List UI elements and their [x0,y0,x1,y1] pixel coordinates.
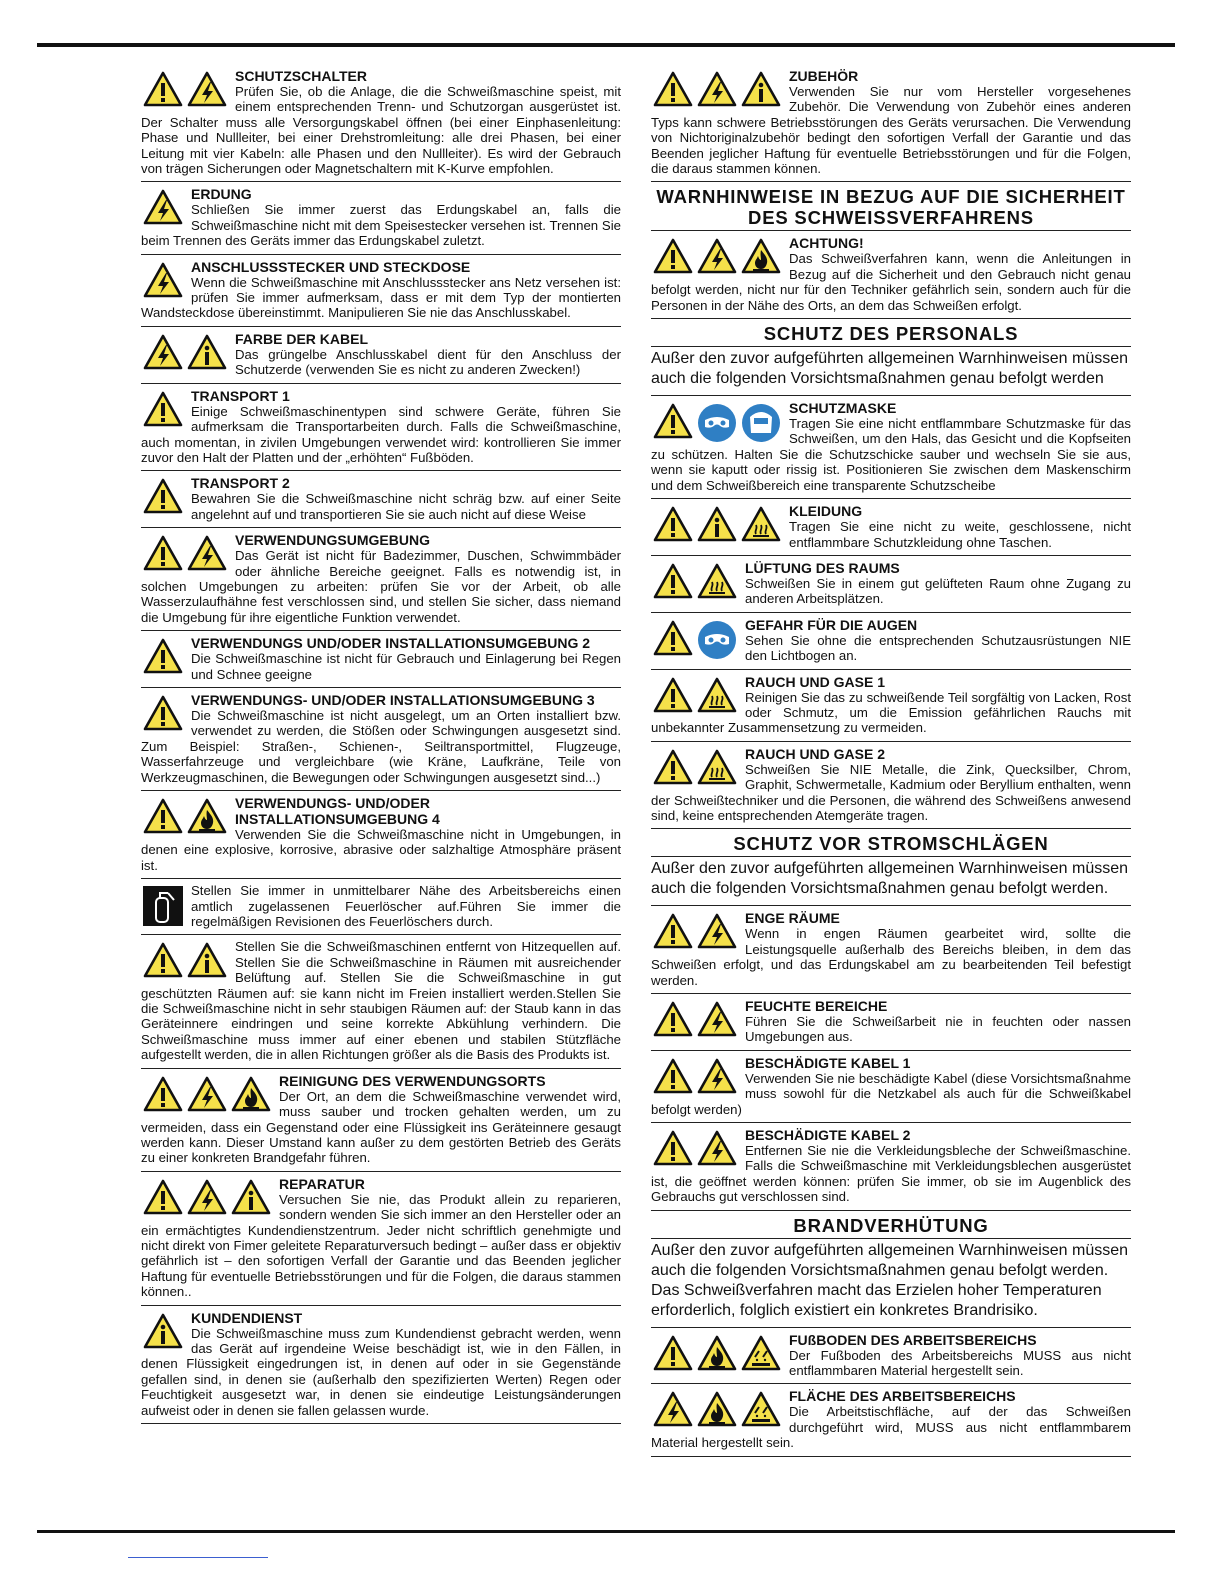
fire-icon [187,798,227,834]
warning-section [141,327,621,384]
warning-section [651,613,1131,670]
icon-group [653,563,737,599]
warning-section [651,231,1131,319]
section-heading: SCHUTZ DES PERSONALS [651,319,1131,347]
warning-section [651,742,1131,830]
warning-icon [143,478,183,514]
section-title: ZUBEHÖR [789,68,859,84]
section-body: Stellen Sie immer in unmittelbarer Nähe des Arbeitsbereichs einen amtlich zugelassenen Feuerlöscher auf.Führen Sie immer die regelmäßigen Revisionen des Feuerlöschers durch. [191,883,621,930]
icon-group [653,1391,781,1427]
section-title: ENGE RÄUME [745,910,840,927]
icon-group [143,71,227,107]
warning-icon [143,71,183,107]
section-body: Das Gerät ist nicht für Badezimmer, Duschen, Schwimmbäder oder ähnliche Bereiche geeignet. Falls es notwendig ist, in solchen Umgebungen zu arbeiten: prüfen Sie vor der Arbeit, ob alle Wasserzulaufhähne fest verschlossen sind, und stellen Sie sicher, dass niemand die Umgebung für ihre eigentliche Funktion verwendet. [141,548,621,625]
warning-icon [143,535,183,571]
electric-hazard-icon [187,535,227,571]
warning-icon [653,71,693,107]
icon-group [653,749,737,785]
section-title: GEFAHR FÜR DIE AUGEN [745,616,918,633]
icon-group [653,1001,737,1037]
warning-icon [653,238,693,274]
electric-hazard-icon [697,1130,737,1166]
goggles-icon [697,620,737,660]
icon-group [143,1179,271,1215]
section-body: Prüfen Sie, ob die Anlage, die die Schweißmaschine speist, mit einem entsprechenden Trenn- und Schutzorgan ausgerüstet ist. Der Schalter muss alle Versorgungskabel öffnen (bei einer Einphasenleitung: Phase und Nullleiter, bei einer Drehstromleitung: alle drei Phasen, bei einer Leitung mit vier Kabeln: alle Phasen und den Nullleiter). Es wird der Gebrauch von trägen Sicherungen oder Magnetschaltern mit K-Kurve empfohlen. [141,84,621,177]
warning-section [651,906,1131,994]
section-title: KLEIDUNG [789,503,863,520]
icon-group [653,1058,737,1094]
bottom-rule [37,1530,1175,1533]
warning-icon [143,638,183,674]
icon-group [143,334,227,370]
info-icon [143,1313,183,1349]
section-title: BESCHÄDIGTE KABEL 2 [745,1127,911,1144]
section-body: Entfernen Sie nie die Verkleidungsbleche der Schweißmaschine. Falls die Schweißmaschine mit Verkleidungsblechen ausgerüstet ist, die geöffnet werden können: prüfen Sie immer, ob sie im Augenblick des Gebrauchs gut verschlossen sind. [651,1143,1131,1205]
warning-section [651,1328,1131,1385]
section-body: Die Schweißmaschine muss zum Kundendienst gebracht werden, wenn das Gerät auf irgendeine Weise beschädigt ist, wie in den Fällen, in denen Flüssigkeit eingedrungen ist, in denen auf oder in sie Gegenstände gefallen sind, in denen sie (außerhalb den spezifizierten Werten) Regen oder Feuchtigkeit ausgesetzt war, in denen sie eindeutige Leistungsänderungen aufweist oder in denen sie fallen gelassen wurde. [141,1325,621,1418]
section-title: FLÄCHE DES ARBEITSBEREICHS [789,1388,1016,1405]
warning-section [651,670,1131,742]
section-title: SCHUTZMASKE [789,400,897,417]
warning-icon [653,620,693,660]
warning-section [141,631,621,688]
section-intro: Außer den zuvor aufgeführten allgemeinen Warnhinweisen müssen auch die folgenden Vorsichtsmaßnahmen genau befolgt werden [651,347,1131,396]
icon-group [143,942,227,978]
info-icon [187,942,227,978]
warning-icon [653,677,693,713]
warning-section [651,396,1131,499]
fire-extinguisher-icon [143,886,183,926]
heat-icon [697,563,737,599]
warning-section [651,1051,1131,1123]
section-heading: SCHUTZ VOR STROMSCHLÄGEN [651,829,1131,857]
icon-group [143,798,227,834]
warning-icon [653,1058,693,1094]
section-title: VERWENDUNGS UND/ODER INSTALLATIONSUMGEBUNG 2 [191,635,591,652]
icon-group [143,391,183,427]
warning-icon [653,1130,693,1166]
info-icon [231,1179,271,1215]
right-column [651,64,1131,1457]
section-title: FARBE DER KABEL [235,330,369,347]
section-title: RAUCH UND GASE 2 [745,745,886,762]
warning-section [141,384,621,472]
section-body: Schweißen Sie NIE Metalle, die Zink, Quecksilber, Chrom, Graphit, Schwermetalle, Kadmium oder Beryllium enthalten, wenn der Schweißtechniker und die Personen, die während des Schweißens anwesend sind, keine entsprechenden Atemgeräte tragen. [651,761,1131,823]
warning-section [141,64,621,182]
fire-icon [697,1391,737,1427]
section-title: ACHTUNG! [789,235,864,252]
section-body: Die Schweißmaschine ist nicht ausgelegt, um an Orten installiert bzw. verwendet zu werden, die Stößen oder Schwingungen ausgesetzt sind. Zum Beispiel: Straßen-, Schienen-, Seiltransportmittel, Flugzeuge, Wasserfahrzeuge und vergleichbare (wie Kräne, Laufkräne, Teile von Werkzeugmaschinen, die Bewegungen oder Schwingungen ausgesetzt sind...) [141,707,621,785]
section-body: Die Arbeitstischfläche, auf der das Schweißen durchgeführt wird, MUSS aus nicht entflammbarem Material hergestellt sein. [651,1404,1131,1451]
section-body: Der Fußboden des Arbeitsbereichs MUSS aus nicht entflammbaren Material hergestellt sein. [789,1347,1131,1379]
section-intro: Außer den zuvor aufgeführten allgemeinen Warnhinweisen müssen auch die folgenden Vorsichtsmaßnahmen genau befolgt werden. Das Schweißverfahren macht das Erzielen hoher Temperaturen erforderlich, folglich existiert ein konkretes Brandrisiko. [651,1239,1131,1328]
electric-hazard-icon [187,1179,227,1215]
warning-section [141,791,621,879]
fire-icon [697,1335,737,1371]
section-body: Wenn die Schweißmaschine mit Anschlussstecker ans Netz versehen ist: prüfen Sie immer aufmerksam, dass er mit dem Typ der montierten Wandsteckdose übereinstimmt. Manipulieren Sie nie das Anschlusskabel. [141,274,621,321]
warning-section [141,688,621,791]
warning-icon [653,1335,693,1371]
warning-icon [143,1076,183,1112]
icon-group [143,638,183,674]
warning-section [141,879,621,935]
electric-hazard-icon [143,189,183,225]
info-icon [187,334,227,370]
section-title: SCHUTZSCHALTER [235,68,367,84]
section-body: Wenn in engen Räumen gearbeitet wird, sollte die Leistungsquelle außerhalb des Bereichs bleiben, in dem das Schweißen erfolgt, und das Erdungskabel am zu bearbeitenden Teil befestigt werden. [651,926,1131,988]
warning-section [141,935,621,1068]
warning-section [651,1123,1131,1211]
electric-hazard-icon [187,1076,227,1112]
section-body: Reinigen Sie das zu schweißende Teil sorgfältig von Lacken, Rost oder Schmutz, um die Emission gefährlichen Rauchs mit unbekannter Zusammensetzung zu vermeiden. [651,689,1131,736]
section-title: KUNDENDIENST [191,1309,303,1326]
fire-icon [231,1076,271,1112]
top-rule [37,43,1175,47]
section-intro: Außer den zuvor aufgeführten allgemeinen Warnhinweisen müssen auch die folgenden Vorsichtsmaßnahmen genau befolgt werden. [651,857,1131,906]
icon-group [143,535,227,571]
corrosive-icon [741,1335,781,1371]
heat-icon [741,506,781,542]
section-body: Verwenden Sie nie beschädigte Kabel (diese Vorsichtsmaßnahme muss sowohl für die Netzkabel als auch für die Schweißkabel befolgt werden) [651,1070,1131,1117]
icon-group [653,620,737,660]
section-title: REPARATUR [279,1175,365,1192]
section-title: VERWENDUNGSUMGEBUNG [235,532,430,549]
section-body: Schweißen Sie in einem gut gelüfteten Raum ohne Zugang zu anderen Arbeitsplätzen. [745,575,1131,607]
section-body: Tragen Sie eine nicht entflammbare Schutzmaske für das Schweißen, um den Hals, das Gesicht und die Kopfseiten zu schützen. Halten Sie die Schutzschicke sauber und wechseln Sie sie aus, wenn sie kaputt oder rissig ist. Positionieren Sie zwischen dem Maskenschirm und dem Schweißbereich eine transparente Schutzscheibe [651,416,1131,493]
section-heading: BRANDVERHÜTUNG [651,1211,1131,1239]
section-body: Stellen Sie die Schweißmaschinen entfernt von Hitzequellen auf. Stellen Sie die Schweißmaschine in Räumen mit ausreichender Belüftung auf. Stellen Sie die Schweißmaschine in gut geschützten Räumen auf: sie kann nicht im Freien installiert werden.Stellen Sie die Schweißmaschine nicht in sehr staubigen Räumen auf: der Staub kann in das Geräteinnere eindringen und seine korrekte Abkühlung verhindern. Die Schweißmaschine muss immer auf einer ebenen und stabilen Stützfläche aufgestellt werden, die in allen Richtungen größer als die Basis des Produkts ist. [141,939,621,1063]
warning-icon [143,1179,183,1215]
section-title: ANSCHLUSSSTECKER UND STECKDOSE [191,258,471,275]
icon-group [653,238,781,274]
warning-icon [143,942,183,978]
electric-hazard-icon [697,1001,737,1037]
warning-section [141,471,621,528]
icon-group [143,478,183,514]
section-title: FEUCHTE BEREICHE [745,998,888,1014]
electric-hazard-icon [697,238,737,274]
section-title: LÜFTUNG DES RAUMS [745,559,900,576]
electric-hazard-icon [697,913,737,949]
icon-group [653,677,737,713]
section-title: FUßBODEN DES ARBEITSBEREICHS [789,1331,1037,1348]
warning-icon [653,403,693,443]
warning-section [651,499,1131,556]
warning-section [651,994,1131,1051]
icon-group [143,1076,271,1112]
heat-icon [697,749,737,785]
section-title: TRANSPORT 2 [191,475,290,492]
corrosive-icon [741,1391,781,1427]
section-body: Sehen Sie ohne die entsprechenden Schutzausrüstungen NIE den Lichtbogen an. [745,632,1131,664]
section-body: Schließen Sie immer zuerst das Erdungskabel an, falls die Schweißmaschine nicht mit dem Speisestecker versehen ist. Trennen Sie beim Trennen des Geräts immer das Erdungskabel zuletzt. [141,202,621,249]
section-body: Führen Sie die Schweißarbeit nie in feuchten oder nassen Umgebungen aus. [745,1014,1131,1045]
section-title: BESCHÄDIGTE KABEL 1 [745,1054,911,1071]
icon-group [653,913,737,949]
section-body: Versuchen Sie nie, das Produkt allein zu reparieren, sondern wenden Sie sich immer an den Hersteller oder an ein ermächtigtes Kundendienstzentrum. Jeder nicht schriftlich genehmigte und nicht direkt von Fimer geleitete Reparaturversuch bedingt – außer dass er objektiv gefährlich ist – den sofortigen Verfall der Garantie und das Beenden jeglicher Haftung für eventuelle Betriebsstörungen und für die Folgen, die daraus stammen können.. [141,1191,621,1300]
footer-link-underline [128,1557,268,1558]
warning-icon [653,913,693,949]
warning-section [141,528,621,631]
icon-group [653,506,781,542]
section-body: Verwenden Sie die Schweißmaschine nicht in Umgebungen, in denen eine explosive, korrosive, abrasive oder salzhaltige Atmosphäre präsent ist. [141,827,621,873]
section-title: REINIGUNG DES VERWENDUNGSORTS [279,1072,546,1089]
warning-icon [143,391,183,427]
warning-section [651,64,1131,182]
electric-hazard-icon [653,1391,693,1427]
electric-hazard-icon [143,334,183,370]
section-body: Das grüngelbe Anschlusskabel dient für den Anschluss der Schutzerde (verwenden Sie es nicht zu anderen Zwecken!) [235,346,621,378]
icon-group [143,695,183,731]
warning-section [141,182,621,254]
info-icon [741,71,781,107]
face-shield-icon [741,403,781,443]
section-body: Die Schweißmaschine ist nicht für Gebrauch und Einlagerung bei Regen und Schnee geeigne [191,651,621,682]
warning-section [141,255,621,327]
section-title: VERWENDUNGS- UND/ODER INSTALLATIONSUMGEBUNG 4 [235,795,440,827]
electric-hazard-icon [143,262,183,298]
icon-group [653,1335,781,1371]
goggles-icon [697,403,737,443]
electric-hazard-icon [697,71,737,107]
section-body: Der Ort, an dem die Schweißmaschine verwendet wird, muss sauber und trocken gehalten werden, um zu vermeiden, dass ein Gegenstand oder eine Flüssigkeit ins Geräteinnere gesaugt werden kann. Dieser Umstand kann außer zu dem gestörten Betrieb des Geräts zu einer konkreten Brandgefahr führen. [141,1088,621,1166]
section-body: Tragen Sie eine nicht zu weite, geschlossene, nicht entflammbare Schutzkleidung ohne Taschen. [789,519,1131,550]
warning-icon [143,798,183,834]
left-column [141,64,621,1424]
warning-icon [653,563,693,599]
heat-icon [697,677,737,713]
section-body: Einige Schweißmaschinentypen sind schwere Geräte, führen Sie aufmerksam die Transportarbeiten durch. Falls die Schweißmaschine, auch momentan, in zivilen Umgebungen verwendet wird: kontrollieren Sie immer zuvor den Halt der Platten und der „erhöhten“ Fußböden. [141,403,621,465]
warning-section [141,1306,621,1424]
fire-icon [741,238,781,274]
icon-group [143,189,183,225]
icon-group [653,1130,737,1166]
warning-icon [653,1001,693,1037]
electric-hazard-icon [187,71,227,107]
icon-group [143,1313,183,1349]
section-body: Das Schweißverfahren kann, wenn die Anleitungen in Bezug auf die Sicherheit und den Gebrauch nicht genau befolgt werden, nicht nur für den Techniker gefährlich sein, sondern auch für die Personen in der Nähe des Orts, an dem das Schweißen erfolgt. [651,251,1131,313]
warning-section [141,1172,621,1306]
warning-icon [653,749,693,785]
section-heading: WARNHINWEISE IN BEZUG AUF DIE SICHERHEIT DES SCHWEISSVERFAHRENS [651,182,1131,231]
section-title: ERDUNG [191,186,252,203]
section-title: TRANSPORT 1 [191,387,290,404]
icon-group [653,403,781,443]
section-title: RAUCH UND GASE 1 [745,673,886,690]
icon-group [653,71,781,107]
warning-section [651,1384,1131,1456]
warning-icon [143,695,183,731]
warning-section [141,1069,621,1172]
info-icon [697,506,737,542]
icon-group [143,262,183,298]
warning-section [651,556,1131,613]
icon-group [143,886,183,926]
section-body: Bewahren Sie die Schweißmaschine nicht schräg bzw. auf einer Seite angelehnt auf und transportieren Sie sie auch nicht auf diese Weise [191,491,621,522]
warning-icon [653,506,693,542]
section-body: Verwenden Sie nur vom Hersteller vorgesehenes Zubehör. Die Verwendung von Zubehör eines anderen Typs kann schwere Betriebsstörungen des Geräts verursachen. Die Verwendung von Nichtoriginalzubehör bedingt den sofortigen Verfall der Garantie und das Beenden jeglicher Haftung für eventuelle Betriebsstörungen und für die Folgen, die daraus stammen können. [651,84,1131,177]
electric-hazard-icon [697,1058,737,1094]
section-title: VERWENDUNGS- UND/ODER INSTALLATIONSUMGEBUNG 3 [191,691,595,708]
